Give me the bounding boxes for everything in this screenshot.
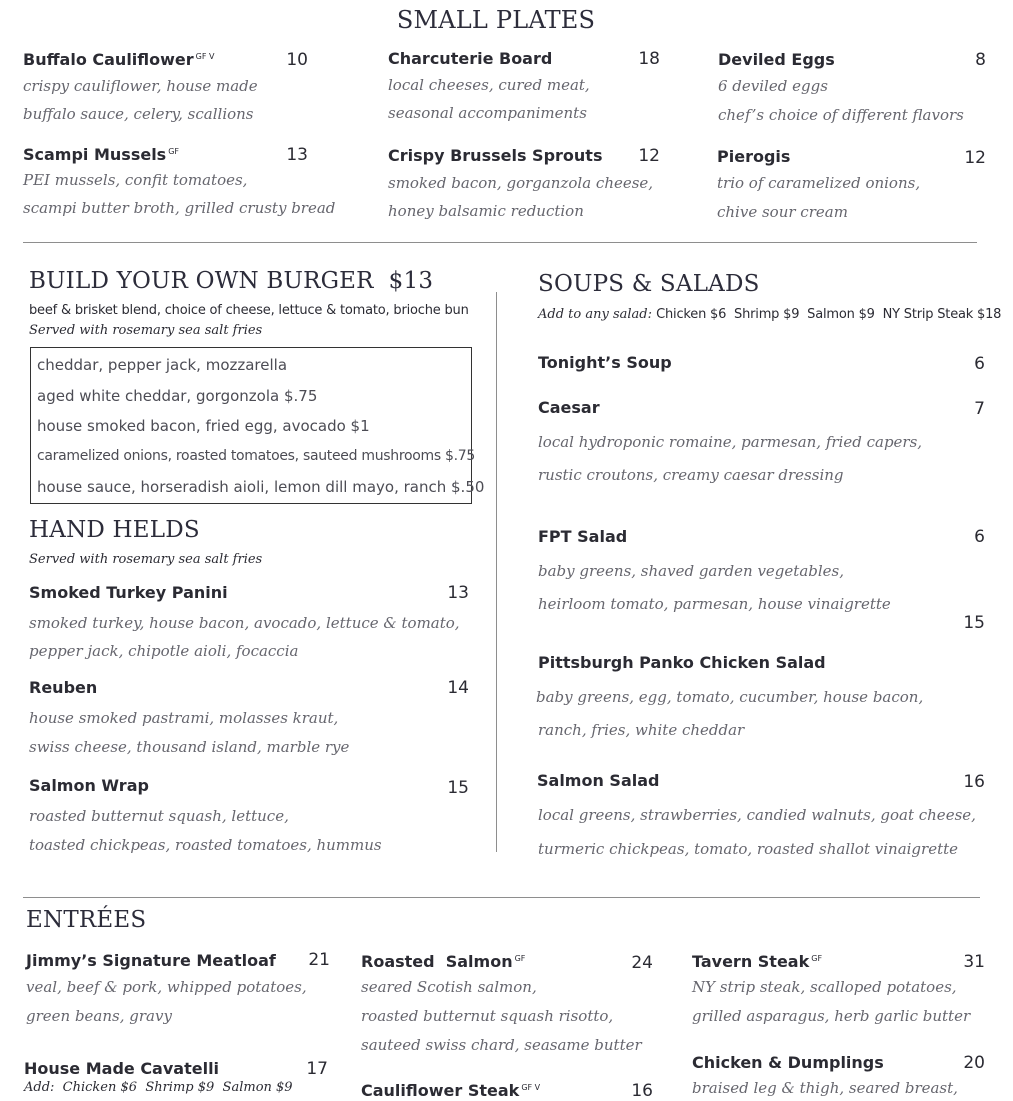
burger-heading: BUILD YOUR OWN BURGER $13 [29, 268, 434, 294]
item-price: 7 [974, 399, 985, 419]
hand-helds-heading: HAND HELDS [29, 517, 200, 543]
burger-option: house smoked bacon, fried egg, avocado $1 [37, 417, 370, 435]
item-name: Buffalo Cauliflower [23, 50, 194, 69]
item-price: 13 [447, 583, 469, 603]
item-price: 15 [963, 613, 985, 633]
item-description: grilled asparagus, herb garlic butter [692, 1007, 971, 1025]
burger-subtitle: beef & brisket blend, choice of cheese, lettuce & tomato, brioche bun [29, 303, 469, 318]
item-name: Cauliflower Steak [361, 1081, 520, 1100]
item-name: Tonight’s Soup [538, 353, 672, 372]
item-description: buffalo sauce, celery, scallions [23, 105, 254, 123]
entrees-heading: ENTRÉES [26, 907, 147, 933]
item-description: house smoked pastrami, molasses kraut, [29, 709, 339, 727]
item-name: Salmon Salad [537, 771, 660, 790]
burger-option: cheddar, pepper jack, mozzarella [37, 356, 288, 374]
item-price: 31 [963, 952, 985, 972]
item-description: PEI mussels, confit tomatoes, [23, 171, 248, 189]
item-description: swiss cheese, thousand island, marble rye [29, 738, 350, 756]
burger-option: house sauce, horseradish aioli, lemon dill mayo, ranch $.50 [37, 478, 485, 496]
item-description: seasonal accompaniments [388, 104, 587, 122]
item-name: Deviled Eggs [718, 50, 835, 69]
item-description: smoked bacon, gorganzola cheese, [388, 174, 654, 192]
item-description: green beans, gravy [26, 1007, 172, 1025]
item-description: roasted butternut squash, lettuce, [29, 807, 289, 825]
item-name: Charcuterie Board [388, 49, 553, 68]
item-price: 24 [631, 953, 653, 973]
item-price: 13 [286, 145, 308, 165]
column-divider [496, 292, 497, 852]
item-name: FPT Salad [538, 527, 628, 546]
item-description: local greens, strawberries, candied walnuts, goat cheese, [538, 806, 976, 824]
item-price: 10 [286, 50, 308, 70]
item-name: House Made Cavatelli [24, 1059, 220, 1078]
item-name: Reuben [29, 678, 98, 697]
item-price: 16 [963, 772, 985, 792]
item-price: 21 [308, 950, 330, 970]
burger-option: caramelized onions, roasted tomatoes, sauteed mushrooms $.75 [37, 448, 475, 464]
section-divider [23, 242, 977, 243]
dietary-tag: GF [811, 953, 823, 963]
item-price: 18 [638, 49, 660, 69]
burger-options-box [30, 347, 485, 504]
item-description: veal, beef & pork, whipped potatoes, [26, 978, 307, 996]
item-description: NY strip steak, scalloped potatoes, [692, 978, 957, 996]
burger-served-note: Served with rosemary sea salt fries [29, 323, 263, 338]
item-price: 20 [963, 1053, 985, 1073]
item-description: trio of caramelized onions, [717, 174, 921, 192]
item-description: chef’s choice of different flavors [718, 106, 964, 124]
item-name: Crispy Brussels Sprouts [388, 146, 603, 165]
hand-helds-served-note: Served with rosemary sea salt fries [29, 552, 263, 567]
item-description: toasted chickpeas, roasted tomatoes, hummus [29, 836, 382, 854]
item-description: local cheeses, cured meat, [388, 76, 590, 94]
item-description: honey balsamic reduction [388, 202, 584, 220]
item-price: 15 [447, 778, 469, 798]
item-price: 12 [638, 146, 660, 166]
item-description: seared Scotish salmon, [361, 978, 537, 996]
item-price: 14 [447, 678, 469, 698]
soups-salads-heading: SOUPS & SALADS [538, 271, 760, 297]
item-price: 6 [974, 527, 985, 547]
item-description: ranch, fries, white cheddar [538, 721, 745, 739]
item-name: Scampi Mussels [23, 145, 167, 164]
item-description: crispy cauliflower, house made [23, 77, 258, 95]
add-ons-list: Chicken $6 Shrimp $9 Salmon $9 NY Strip Steak $18 [656, 307, 1002, 322]
item-name: Tavern Steak [692, 952, 810, 971]
item-description: smoked turkey, house bacon, avocado, lettuce & tomato, [29, 614, 460, 632]
item-description: local hydroponic romaine, parmesan, fried capers, [538, 433, 923, 451]
item-description: pepper jack, chipotle aioli, focaccia [29, 642, 299, 660]
item-name: Chicken & Dumplings [692, 1053, 884, 1072]
item-description: baby greens, egg, tomato, cucumber, house bacon, [536, 688, 924, 706]
item-name: Salmon Wrap [29, 776, 149, 795]
item-name: Pierogis [717, 147, 791, 166]
small-plates-heading: SMALL PLATES [396, 6, 596, 34]
dietary-tag: GF V [195, 51, 215, 61]
dietary-tag: GF [168, 146, 180, 156]
add-ons-label: Add to any salad: [538, 307, 652, 322]
item-description: Add: Chicken $6 Shrimp $9 Salmon $9 [24, 1080, 293, 1095]
item-name: Roasted Salmon [361, 952, 513, 971]
item-description: heirloom tomato, parmesan, house vinaigrette [538, 595, 891, 613]
item-price: 8 [975, 50, 986, 70]
item-description: scampi butter broth, grilled crusty bread [23, 199, 336, 217]
item-name: Pittsburgh Panko Chicken Salad [538, 653, 826, 672]
salad-add-ons [538, 307, 1001, 322]
item-description: braised leg & thigh, seared breast, [692, 1079, 958, 1097]
item-description: sauteed swiss chard, seasame butter [361, 1036, 642, 1054]
item-description: roasted butternut squash risotto, [361, 1007, 614, 1025]
item-price: 12 [964, 148, 986, 168]
item-name: Jimmy’s Signature Meatloaf [26, 951, 276, 970]
section-divider [23, 897, 980, 898]
item-price: 17 [306, 1059, 328, 1079]
item-description: chive sour cream [717, 203, 848, 221]
item-description: rustic croutons, creamy caesar dressing [538, 466, 844, 484]
dietary-tag: GF [514, 953, 526, 963]
burger-option: aged white cheddar, gorgonzola $.75 [37, 387, 318, 405]
item-name: Caesar [538, 398, 600, 417]
item-description: baby greens, shaved garden vegetables, [538, 562, 844, 580]
item-price: 6 [974, 354, 985, 374]
item-description: 6 deviled eggs [718, 77, 828, 95]
item-price: 16 [631, 1081, 653, 1101]
item-description: turmeric chickpeas, tomato, roasted shallot vinaigrette [538, 840, 959, 858]
dietary-tag: GF V [521, 1082, 541, 1092]
item-name: Smoked Turkey Panini [29, 583, 228, 602]
